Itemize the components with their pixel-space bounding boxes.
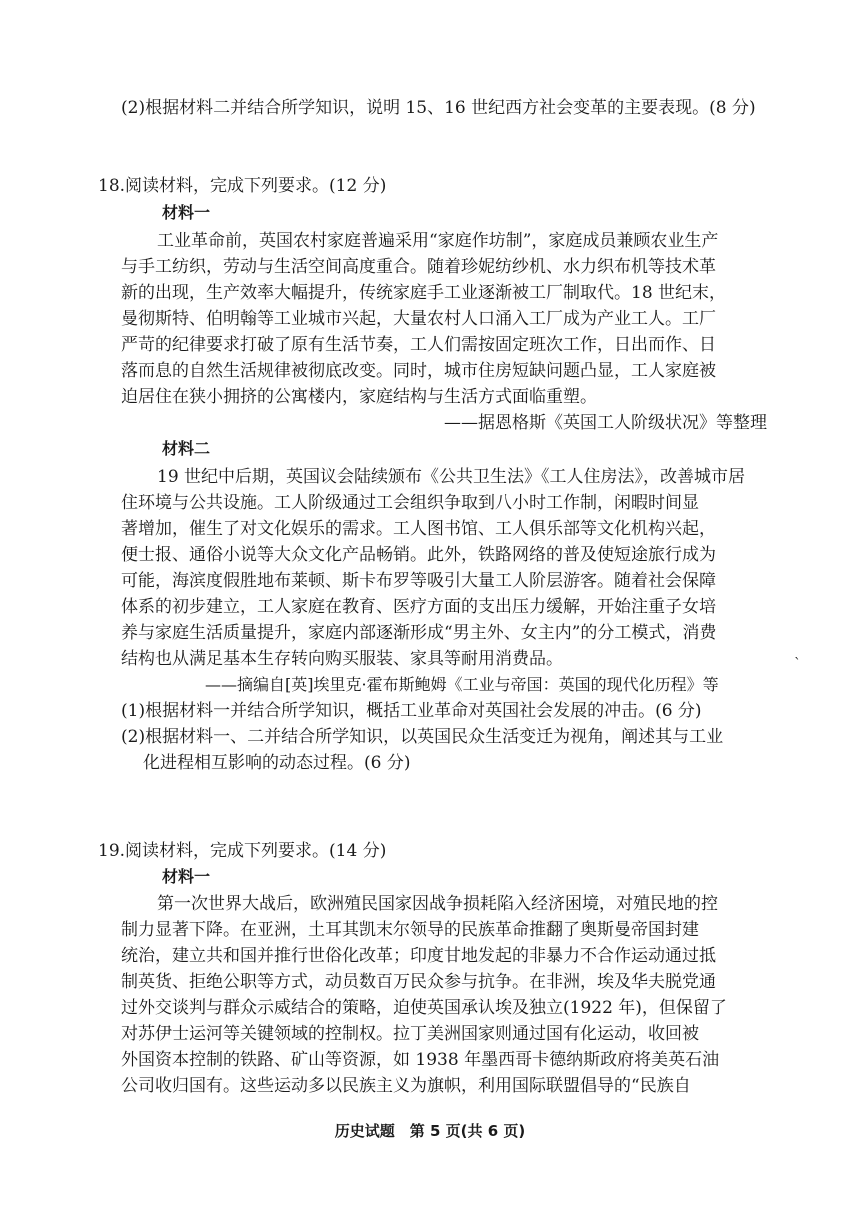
q18-material1-title: 材料一: [162, 203, 211, 222]
q19-m1-line: 外国资本控制的铁路、矿山等资源，如 1938 年墨西哥卡德纳斯政府将美英石油: [121, 1050, 720, 1070]
q18-m1-source: ——据恩格斯《英国工人阶级状况》等整理: [444, 413, 767, 433]
q18-m2-line: 住环境与公共设施。工人阶级通过工会组织争取到八小时工作制，闲暇时间显: [121, 493, 699, 513]
q18-material2-title: 材料二: [162, 439, 211, 458]
q18-m2-line: 结构也从满足基本生存转向购买服装、家具等耐用消费品。: [121, 649, 563, 669]
q19-m1-line: 统治，建立共和国并推行世俗化改革；印度甘地发起的非暴力不合作运动通过抵: [121, 946, 716, 966]
q18-m1-line: 迫居住在狭小拥挤的公寓楼内，家庭结构与生活方式面临重塑。: [121, 387, 597, 407]
q19-m1-line: 公司收归国有。这些运动多以民族主义为旗帜，利用国际联盟倡导的“民族自: [121, 1076, 691, 1096]
q18-m1-line: 严苛的纪律要求打破了原有生活节奏，工人们需按固定班次工作，日出而作、日: [121, 335, 716, 355]
q18-m2-line: 体系的初步建立，工人家庭在教育、医疗方面的支出压力缓解，开始注重子女培: [121, 597, 716, 617]
q18-m2-line: 著增加，催生了对文化娱乐的需求。工人图书馆、工人俱乐部等文化机构兴起，: [121, 519, 716, 539]
q18-stem: 18.阅读材料，完成下列要求。(12 分): [98, 176, 387, 196]
q18-m1-line: 新的出现，生产效率大幅提升，传统家庭手工业逐渐被工厂制取代。18 世纪末，: [121, 283, 727, 303]
q19-stem: 19.阅读材料，完成下列要求。(14 分): [98, 841, 387, 861]
q19-material1-title: 材料一: [162, 867, 211, 886]
q18-m1-line: 与手工纺织，劳动与生活空间高度重合。随着珍妮纺纱机、水力织布机等技术革: [121, 257, 716, 277]
q18-m2-line: 19 世纪中后期，英国议会陆续颁布《公共卫生法》《工人住房法》，改善城市居: [157, 467, 746, 487]
q19-m1-line: 制英货、拒绝公职等方式，动员数百万民众参与抗争。在非洲，埃及华夫脱党通: [121, 972, 716, 992]
q18-m1-line: 曼彻斯特、伯明翰等工业城市兴起，大量农村人口涌入工厂成为产业工人。工厂: [121, 309, 716, 329]
q19-m1-line: 过外交谈判与群众示威结合的策略，迫使英国承认埃及独立(1922 年)，但保留了: [121, 998, 727, 1018]
q18-m2-source: ——摘编自[英]埃里克·霍布斯鲍姆《工业与帝国：英国的现代化历程》等: [205, 675, 719, 694]
q18-part2-question-line2: 化进程相互影响的动态过程。(6 分): [143, 753, 411, 773]
q17-part2-question: (2)根据材料二并结合所学知识，说明 15、16 世纪西方社会变革的主要表现。(8 分): [121, 98, 756, 118]
q18-part2-question-line1: (2)根据材料一、二并结合所学知识，以英国民众生活变迁为视角，阐述其与工业: [121, 727, 724, 747]
q18-m1-line: 落而息的自然生活规律被彻底改变。同时，城市住房短缺问题凸显，工人家庭被: [121, 361, 716, 381]
q18-m2-line: 养与家庭生活质量提升，家庭内部逐渐形成“男主外、女主内”的分工模式，消费: [121, 623, 717, 643]
q19-m1-line: 对苏伊士运河等关键领域的控制权。拉丁美洲国家则通过国有化运动，收回被: [121, 1024, 699, 1044]
q19-m1-line: 第一次世界大战后，欧洲殖民国家因战争损耗陷入经济困境，对殖民地的控: [157, 894, 718, 914]
q18-m2-line: 便士报、通俗小说等大众文化产品畅销。此外，铁路网络的普及使短途旅行成为: [121, 545, 716, 565]
q19-m1-line: 制力显著下降。在亚洲，土耳其凯末尔领导的民族革命推翻了奥斯曼帝国封建: [121, 920, 699, 940]
stray-mark: `: [794, 656, 801, 672]
page-footer: 历史试题 第 5 页(共 6 页): [334, 1122, 526, 1140]
q18-part1-question: (1)根据材料一并结合所学知识，概括工业革命对英国社会发展的冲击。(6 分): [121, 701, 702, 721]
q18-m1-line: 工业革命前，英国农村家庭普遍采用“家庭作坊制”，家庭成员兼顾农业生产: [157, 231, 719, 251]
q18-m2-line: 可能，海滨度假胜地布莱顿、斯卡布罗等吸引大量工人阶层游客。随着社会保障: [121, 571, 716, 591]
